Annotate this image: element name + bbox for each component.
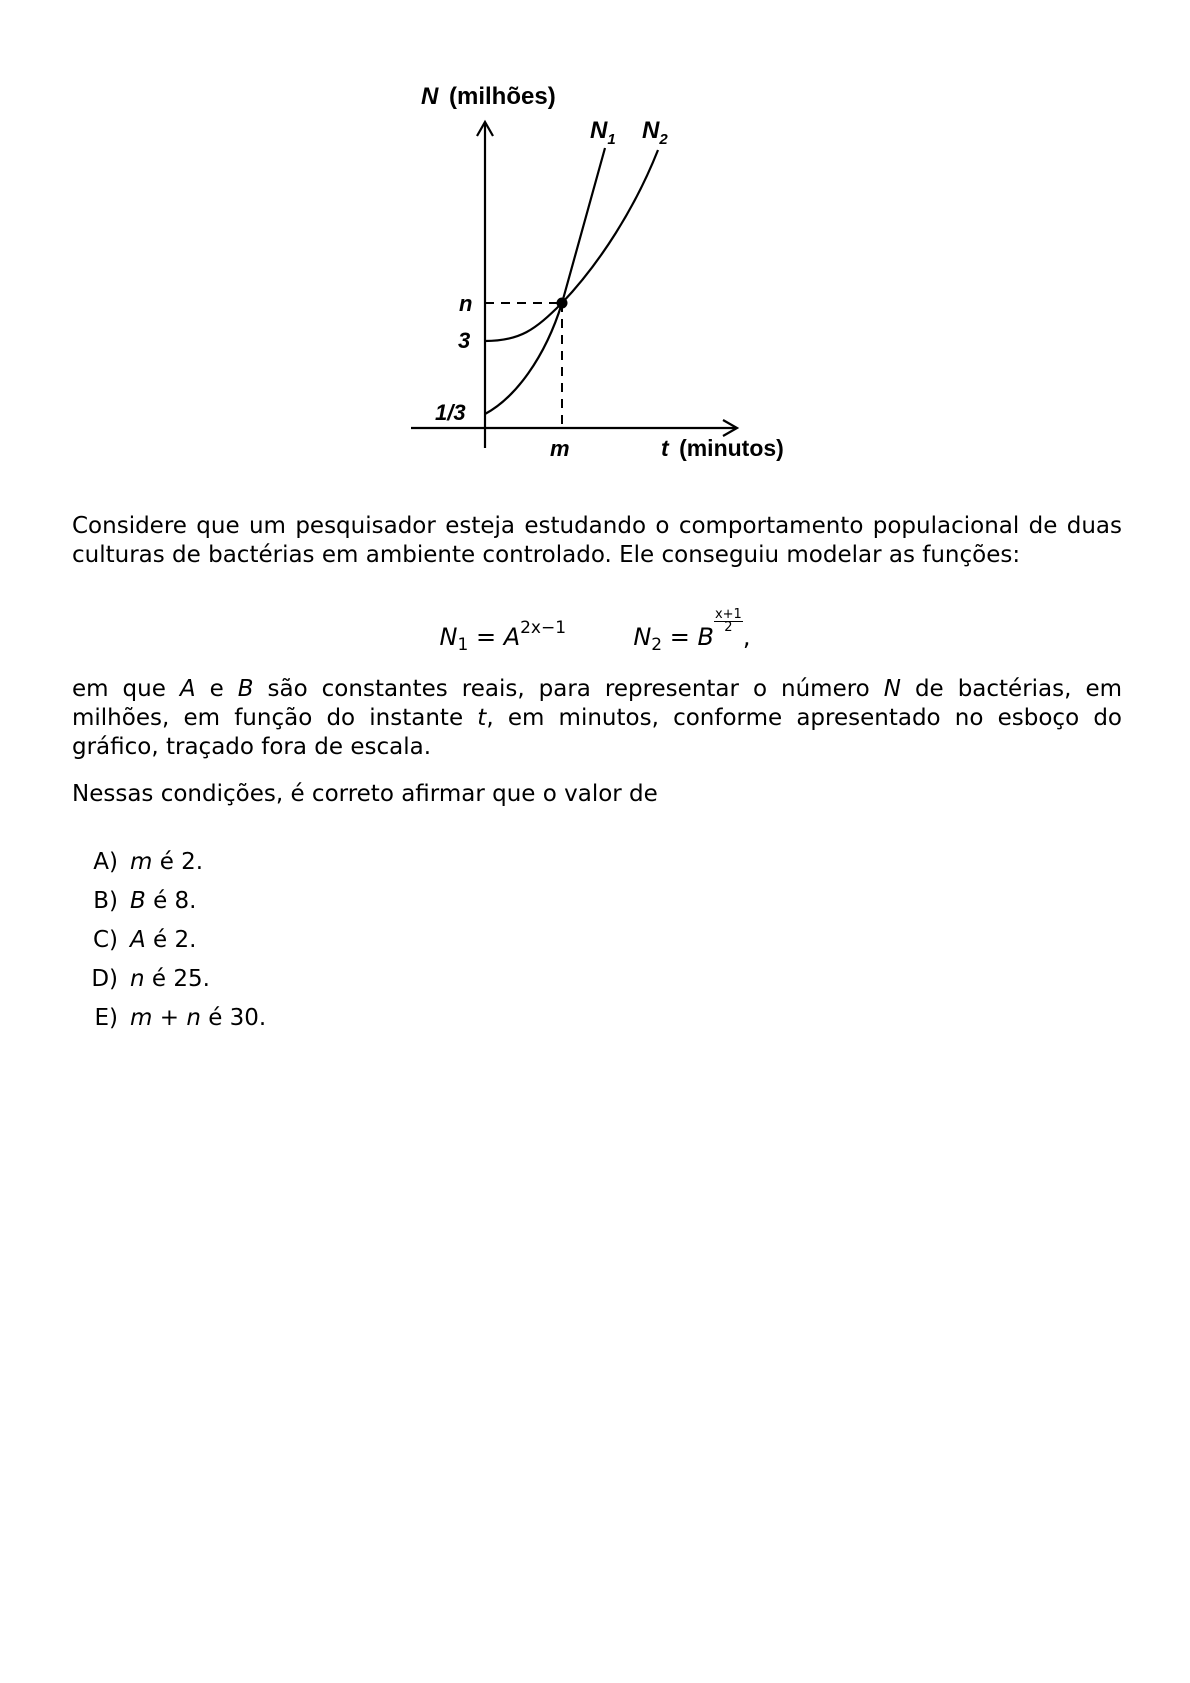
functions-formula xyxy=(0,608,1190,665)
x-axis-label: t (minutos) xyxy=(661,435,784,461)
formula-n2: $N_2 = B$ $\frac{x+1}{2}$ , xyxy=(633,607,751,655)
tick-label-n: n xyxy=(459,291,473,316)
option-d[interactable]: D) n é 25. xyxy=(91,966,210,992)
curve-n2-label: $N_2$ xyxy=(642,117,668,148)
population-graph xyxy=(395,78,815,480)
tick-label-m: m xyxy=(550,436,570,461)
option-b[interactable]: B) B é 8. xyxy=(93,888,197,914)
intro-paragraph: Considere que um pesquisador esteja estudando o comportamento populacional de duas culturas de bactérias em ambiente controlado. Ele conseguiu modelar as funções: xyxy=(72,513,1122,568)
context-paragraph: em que A e B são constantes reais, para representar o número N de bactérias, em milhões, em função do instante t, em minutos, conforme apresentado no esboço do gráfico, traçado fora de escala. xyxy=(72,676,1123,760)
option-a[interactable]: A) m é 2. xyxy=(93,849,204,875)
curve-n1 xyxy=(485,148,605,414)
option-c[interactable]: C) A é 2. xyxy=(92,927,197,953)
curve-n2 xyxy=(485,150,658,341)
answer-options xyxy=(72,848,266,1043)
curve-n1-label: $N_1$ xyxy=(590,117,616,148)
intersection-point xyxy=(557,298,568,309)
option-e[interactable]: E) m + n é 30. xyxy=(94,1005,267,1031)
tick-label-one-third: 1/3 xyxy=(435,400,466,425)
question-stem: Nessas condições, é correto afirmar que o valor de xyxy=(72,781,658,807)
formula-n1: $N_1 = A^{2x-1}$ xyxy=(439,618,567,655)
tick-label-3: 3 xyxy=(458,328,471,353)
y-axis-label: N (milhões) xyxy=(421,83,556,110)
